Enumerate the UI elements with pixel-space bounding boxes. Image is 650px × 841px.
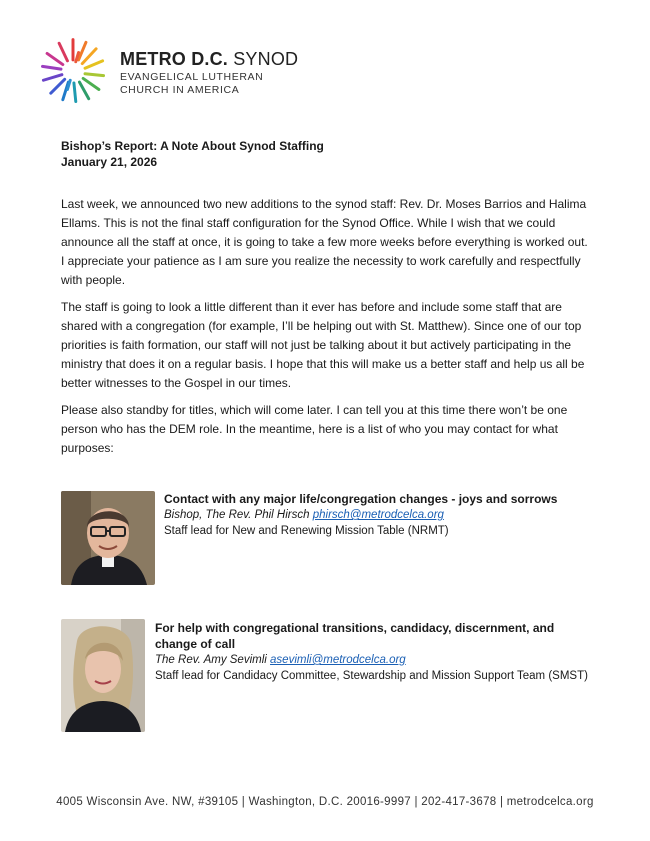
- contact-role: Staff lead for Candidacy Committee, Stewardship and Mission Support Team (SMST): [155, 670, 588, 682]
- amy-sevimli-photo: [61, 619, 145, 732]
- report-heading: [61, 138, 324, 170]
- org-name-rest: SYNOD: [233, 49, 299, 69]
- report-date: January 21, 2026: [61, 155, 158, 169]
- report-title: Bishop’s Report: A Note About Synod Staffing: [61, 139, 324, 153]
- footer-address: 4005 Wisconsin Ave. NW, #39105 | Washington, D.C. 20016-9997 | 202-417-3678 | metrodcelca.org: [56, 796, 594, 808]
- synod-logo-icon: [36, 34, 110, 108]
- org-name: [120, 49, 298, 69]
- report-body: [61, 195, 593, 466]
- contact-name: The Rev. Amy Sevimli: [155, 654, 267, 666]
- org-header: [120, 49, 298, 97]
- contact-email-link[interactable]: phirsch@metrodcelca.org: [312, 509, 444, 521]
- contact-card: [164, 491, 594, 539]
- contact-heading: Contact with any major life/congregation changes - joys and sorrows: [164, 492, 558, 506]
- contact-email-link[interactable]: asevimli@metrodcelca.org: [270, 654, 406, 666]
- contact-card: [155, 620, 595, 684]
- contact-name-line: [164, 507, 594, 523]
- contact-role: Staff lead for New and Renewing Mission Table (NRMT): [164, 525, 449, 537]
- contact-heading: For help with congregational transitions, candidacy, discernment, and change of call: [155, 621, 555, 651]
- contact-name-line: [155, 652, 595, 668]
- paragraph: Last week, we announced two new additions to the synod staff: Rev. Dr. Moses Barrios and Halima Ellams. This is not the final staff configuration for the Synod Office. While I wish that we could announce all the staff at once, it is going to take a few more weeks before everything is worked out. I appreciate your patience as I am sure you realize the necessity to work carefully and respectfully with people.: [61, 197, 588, 287]
- paragraph: Please also standby for titles, which will come later. I can tell you at this time there won’t be one person who has the DEM role. In the meantime, here is a list of who you may contact for what purposes:: [61, 403, 568, 455]
- bishop-photo: [61, 491, 155, 585]
- contact-name: Bishop, The Rev. Phil Hirsch: [164, 509, 310, 521]
- org-name-bold: METRO D.C.: [120, 49, 228, 69]
- org-subtitle-2: CHURCH IN AMERICA: [120, 84, 240, 96]
- org-subtitle-1: EVANGELICAL LUTHERAN: [120, 71, 264, 83]
- paragraph: The staff is going to look a little different than it ever has before and include some staff that are shared with a congregation (for example, I’ll be helping out with St. Matthew). Since one of our top priorities is faith formation, our staff will not just be talking about it but actively participating in the ministry that does it on a regular basis. I hope that this will make us a better staff and help us all be better witnesses to the Gospel in our times.: [61, 300, 585, 390]
